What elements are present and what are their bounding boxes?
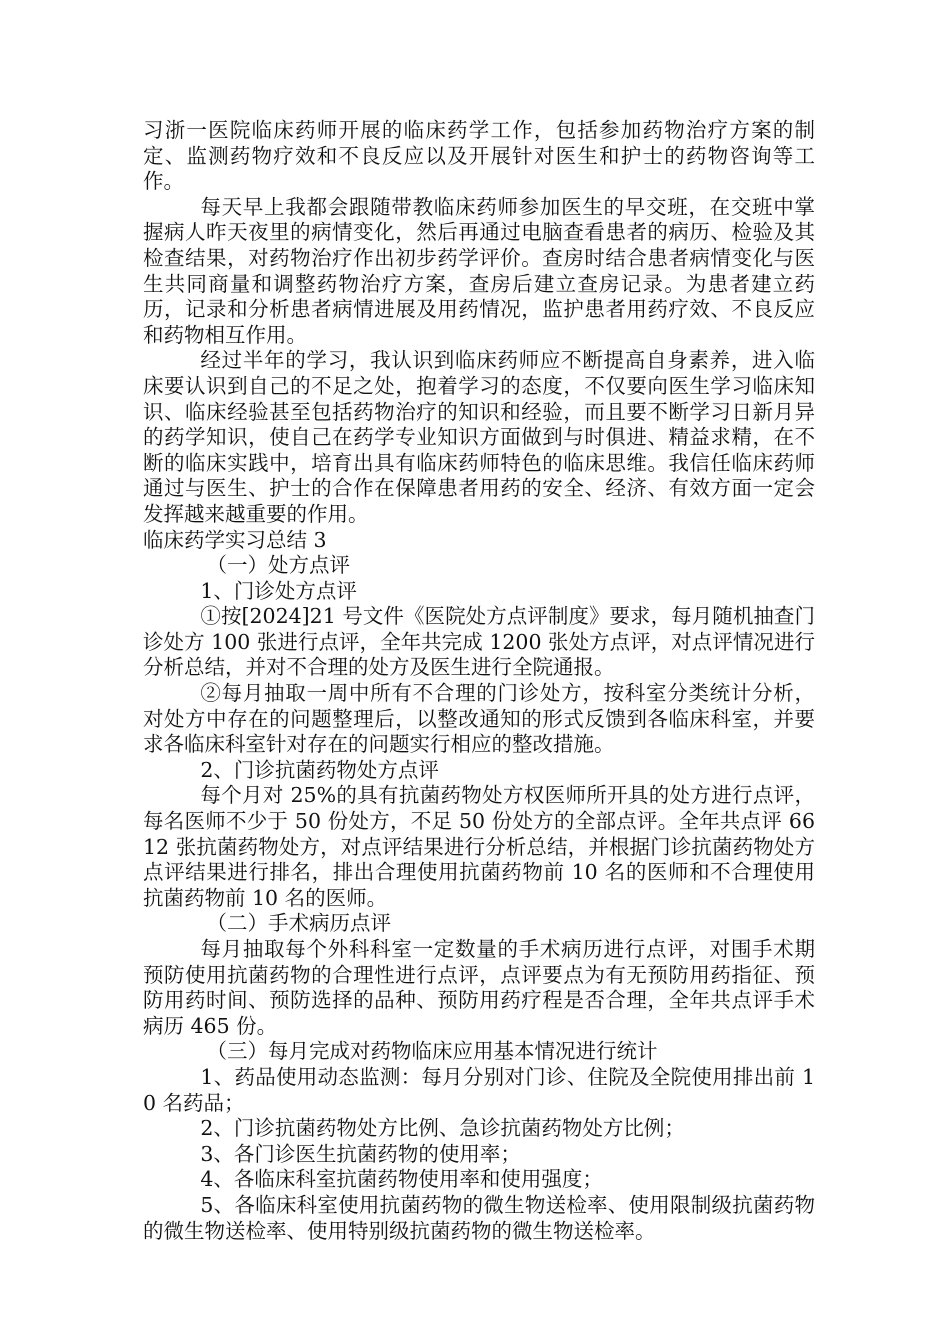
- list-item: 1、药品使用动态监测：每月分别对门诊、住院及全院使用排出前 10 名药品；: [143, 1064, 815, 1115]
- list-item: 2、门诊抗菌药物处方比例、急诊抗菌药物处方比例；: [200, 1116, 685, 1141]
- list-item: 3、各门诊医生抗菌药物的使用率；: [200, 1141, 521, 1166]
- paragraph: 每天早上我都会跟随带教临床药师参加医生的早交班，在交班中掌握病人昨天夜里的病情变化，然后再通过电脑查看患者的病历、检验及其检查结果，对药物治疗作出初步药学评价。查房时结合患者病情变化与医生共同商量和调整药物治疗方案，查房后建立查房记录。为患者建立药历，记录和分析患者病情进展及用药情况，监护患者用药疗效、不良反应和药物相互作用。: [143, 194, 815, 347]
- item-heading: 2、门诊抗菌药物处方点评: [200, 757, 439, 782]
- subsection-heading: （二）手术病历点评: [206, 911, 392, 936]
- paragraph: 每个月对 25%的具有抗菌药物处方权医师所开具的处方进行点评，每名医师不少于 50 份处方，不足 50 份处方的全部点评。全年共点评 6612 张抗菌药物处方，对点评结果进行分析总结，并根据门诊抗菌药物处方点评结果进行排名，排出合理使用抗菌药物前 10 名的医师和不合理使用抗菌药物前 10 名的医师。: [143, 783, 815, 910]
- paragraph: 每月抽取每个外科科室一定数量的手术病历进行点评，对围手术期预防使用抗菌药物的合理性进行点评，点评要点为有无预防用药指征、预防用药时间、预防选择的品种、预防用药疗程是否合理，全年共点评手术病历 465 份。: [143, 937, 815, 1038]
- paragraph: 习浙一医院临床药师开展的临床药学工作，包括参加药物治疗方案的制定、监测药物疗效和不良反应以及开展针对医生和护士的药物咨询等工作。: [143, 118, 815, 194]
- paragraph: ①按[2024]21 号文件《医院处方点评制度》要求，每月随机抽查门诊处方 100 张进行点评，全年共完成 1200 张处方点评，对点评情况进行分析总结，并对不合理的处方及医生进行全院通报。: [143, 604, 815, 680]
- list-item: 4、各临床科室抗菌药物使用率和使用强度；: [200, 1167, 603, 1192]
- list-item: 5、各临床科室使用抗菌药物的微生物送检率、使用限制级抗菌药物的微生物送检率、使用特别级抗菌药物的微生物送检率。: [143, 1192, 815, 1243]
- paragraph: ②每月抽取一周中所有不合理的门诊处方，按科室分类统计分析，对处方中存在的问题整理后，以整改通知的形式反馈到各临床科室，并要求各临床科室针对存在的问题实行相应的整改措施。: [143, 681, 815, 757]
- subsection-heading: （三）每月完成对药物临床应用基本情况进行统计: [206, 1039, 658, 1064]
- paragraph: 经过半年的学习，我认识到临床药师应不断提高自身素养，进入临床要认识到自己的不足之处，抱着学习的态度，不仅要向医生学习临床知识、临床经验甚至包括药物治疗的知识和经验，而且要不断学习日新月异的药学知识，使自己在药学专业知识方面做到与时俱进、精益求精，在不断的临床实践中，培育出具有临床药师特色的临床思维。我信任临床药师通过与医生、护士的合作在保障患者用药的安全、经济、有效方面一定会发挥越来越重要的作用。: [143, 348, 815, 526]
- subsection-heading: （一）处方点评: [206, 553, 351, 578]
- document-page: [143, 118, 815, 1244]
- item-heading: 1、门诊处方点评: [200, 578, 357, 603]
- section-heading: 临床药学实习总结 3: [143, 527, 327, 552]
